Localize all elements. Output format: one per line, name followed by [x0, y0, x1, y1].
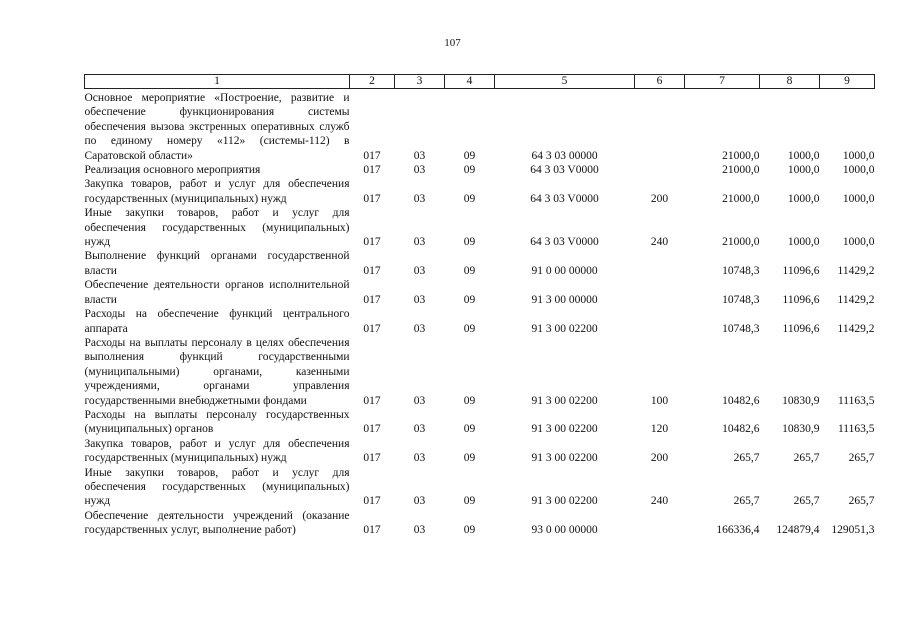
- row-code-expense-type: 120: [650, 423, 669, 436]
- row-amount-1: 21000,0: [722, 149, 760, 162]
- row-name: Основное мероприятие «Построение, развитие и обеспечение функционирования системы обеспечения вызова экстренных оперативных служб по единому номеру «112» (системы-112) в Саратовской области»: [84, 92, 350, 162]
- row-code-admin: 017: [363, 192, 381, 205]
- row-code-subsection: 09: [463, 192, 476, 205]
- row-code-admin: 017: [363, 394, 381, 407]
- row-code-expense-type: 200: [650, 452, 669, 465]
- row-code-expense-type: 200: [650, 192, 669, 205]
- row-code-admin: 017: [363, 149, 381, 162]
- row-code-target: 91 3 00 02200: [531, 322, 598, 335]
- row-code-admin: 017: [363, 264, 381, 277]
- row-code-expense-type: [635, 89, 685, 164]
- row-amount-2: 11096,6: [782, 322, 820, 335]
- row-code-expense-type: [635, 249, 685, 278]
- row-code-target: 91 0 00 00000: [531, 264, 598, 277]
- row-code-expense-type: [635, 307, 685, 336]
- header-col-4: 4: [445, 75, 495, 89]
- row-amount-3: 1000,0: [842, 236, 875, 249]
- row-amount-3: 1000,0: [842, 192, 875, 205]
- row-amount-3: 265,7: [848, 495, 875, 508]
- row-code-section: 03: [413, 149, 426, 162]
- row-code-admin: 017: [363, 293, 381, 306]
- row-name: Иные закупки товаров, работ и услуг для обеспечения государственных (муниципальных) нужд: [84, 466, 350, 508]
- row-code-expense-type: 100: [650, 394, 669, 407]
- row-code-target: 64 3 03 V0000: [530, 164, 599, 177]
- row-code-target: 91 3 00 02200: [531, 394, 598, 407]
- row-code-section: 03: [413, 164, 426, 177]
- row-amount-2: 11096,6: [782, 293, 820, 306]
- row-name: Иные закупки товаров, работ и услуг для обеспечения государственных (муниципальных) нужд: [84, 207, 350, 249]
- page-number: 107: [444, 37, 461, 49]
- row-code-section: 03: [413, 192, 426, 205]
- row-code-target: 91 3 00 02200: [531, 423, 598, 436]
- row-code-expense-type: [635, 163, 685, 177]
- row-amount-2: 10830,9: [782, 394, 820, 407]
- table-row: [85, 466, 875, 509]
- row-code-target: 91 3 00 02200: [531, 452, 598, 465]
- row-amount-1: 10482,6: [722, 394, 760, 407]
- row-amount-2: 1000,0: [787, 164, 820, 177]
- row-amount-2: 265,7: [793, 452, 820, 465]
- header-col-9: 9: [820, 75, 875, 89]
- row-amount-3: 11163,5: [837, 423, 875, 436]
- row-code-section: 03: [413, 423, 426, 436]
- table-row: [85, 437, 875, 466]
- table-row: [85, 509, 875, 538]
- table-row: [85, 177, 875, 206]
- row-amount-1: 10748,3: [722, 264, 760, 277]
- row-code-section: 03: [413, 495, 426, 508]
- row-name: Расходы на выплаты персоналу государственных (муниципальных) органов: [84, 408, 350, 436]
- row-code-expense-type: [635, 278, 685, 307]
- row-code-expense-type: [635, 509, 685, 538]
- row-code-subsection: 09: [463, 293, 476, 306]
- row-code-subsection: 09: [463, 264, 476, 277]
- row-amount-2: 1000,0: [787, 236, 820, 249]
- row-code-section: 03: [413, 394, 426, 407]
- row-code-target: 64 3 03 V0000: [530, 236, 599, 249]
- row-code-subsection: 09: [463, 149, 476, 162]
- row-code-expense-type: 240: [650, 495, 669, 508]
- row-code-subsection: 09: [463, 524, 476, 537]
- row-amount-1: 166336,4: [716, 524, 760, 537]
- row-code-target: 64 3 03 V0000: [530, 192, 599, 205]
- row-amount-3: 11163,5: [837, 394, 875, 407]
- row-amount-3: 1000,0: [842, 164, 875, 177]
- row-amount-1: 10748,3: [722, 322, 760, 335]
- row-amount-2: 124879,4: [776, 524, 820, 537]
- row-name: Выполнение функций органами государственной власти: [84, 250, 350, 277]
- table-row: [85, 336, 875, 408]
- row-code-section: 03: [413, 322, 426, 335]
- table-row: [85, 163, 875, 177]
- row-name: Реализация основного мероприятия: [84, 164, 261, 177]
- header-col-7: 7: [685, 75, 760, 89]
- row-code-section: 03: [413, 293, 426, 306]
- row-code-subsection: 09: [463, 322, 476, 335]
- table-row: [85, 89, 875, 164]
- row-amount-3: 11429,2: [837, 322, 875, 335]
- row-name: Расходы на выплаты персоналу в целях обеспечения выполнения функций государственными (муниципальными) органами, казенными учреждениями, органами управления государственными внебюджетными фондами: [84, 336, 350, 407]
- row-code-admin: 017: [363, 322, 381, 335]
- row-amount-3: 265,7: [848, 452, 875, 465]
- row-code-subsection: 09: [463, 236, 476, 249]
- row-code-admin: 017: [363, 495, 381, 508]
- row-amount-3: 1000,0: [842, 149, 875, 162]
- row-amount-1: 10482,6: [722, 423, 760, 436]
- row-code-admin: 017: [363, 164, 381, 177]
- header-col-5: 5: [495, 75, 635, 89]
- row-amount-2: 1000,0: [787, 149, 820, 162]
- header-col-8: 8: [760, 75, 820, 89]
- row-name: Расходы на обеспечение функций центрального аппарата: [84, 308, 350, 335]
- row-amount-1: 21000,0: [722, 164, 760, 177]
- row-code-target: 91 3 00 00000: [531, 293, 598, 306]
- header-col-1: 1: [85, 75, 350, 89]
- row-code-expense-type: 240: [650, 236, 669, 249]
- row-code-admin: 017: [363, 452, 381, 465]
- row-code-target: 93 0 00 00000: [531, 524, 598, 537]
- row-amount-1: 265,7: [733, 495, 760, 508]
- row-amount-3: 129051,3: [831, 524, 875, 537]
- row-code-subsection: 09: [463, 452, 476, 465]
- table-row: [85, 408, 875, 437]
- row-code-section: 03: [413, 452, 426, 465]
- row-amount-1: 265,7: [733, 452, 760, 465]
- row-code-subsection: 09: [463, 423, 476, 436]
- header-row: [85, 75, 875, 89]
- row-amount-3: 11429,2: [837, 293, 875, 306]
- row-amount-1: 10748,3: [722, 293, 760, 306]
- row-code-admin: 017: [363, 236, 381, 249]
- budget-table: [84, 74, 875, 538]
- row-code-subsection: 09: [463, 394, 476, 407]
- row-code-section: 03: [413, 524, 426, 537]
- row-code-admin: 017: [363, 423, 381, 436]
- header-col-6: 6: [635, 75, 685, 89]
- header-col-2: 2: [350, 75, 395, 89]
- row-code-target: 91 3 00 02200: [531, 495, 598, 508]
- row-name: Закупка товаров, работ и услуг для обеспечения государственных (муниципальных) нужд: [84, 437, 350, 465]
- row-amount-2: 265,7: [793, 495, 820, 508]
- row-amount-1: 21000,0: [722, 236, 760, 249]
- row-code-subsection: 09: [463, 164, 476, 177]
- row-name: Закупка товаров, работ и услуг для обеспечения государственных (муниципальных) нужд: [84, 178, 350, 205]
- table-row: [85, 249, 875, 278]
- row-name: Обеспечение деятельности учреждений (оказание государственных услуг, выполнение работ): [84, 509, 350, 537]
- header-col-3: 3: [395, 75, 445, 89]
- table-row: [85, 307, 875, 336]
- row-name: Обеспечение деятельности органов исполнительной власти: [84, 279, 350, 306]
- row-code-section: 03: [413, 236, 426, 249]
- row-code-section: 03: [413, 264, 426, 277]
- row-code-target: 64 3 03 00000: [531, 149, 598, 162]
- row-code-subsection: 09: [463, 495, 476, 508]
- row-code-admin: 017: [363, 524, 381, 537]
- row-amount-2: 10830,9: [782, 423, 820, 436]
- table-row: [85, 278, 875, 307]
- table-row: [85, 206, 875, 249]
- row-amount-2: 1000,0: [787, 192, 820, 205]
- row-amount-2: 11096,6: [782, 264, 820, 277]
- row-amount-1: 21000,0: [722, 192, 760, 205]
- row-amount-3: 11429,2: [837, 264, 875, 277]
